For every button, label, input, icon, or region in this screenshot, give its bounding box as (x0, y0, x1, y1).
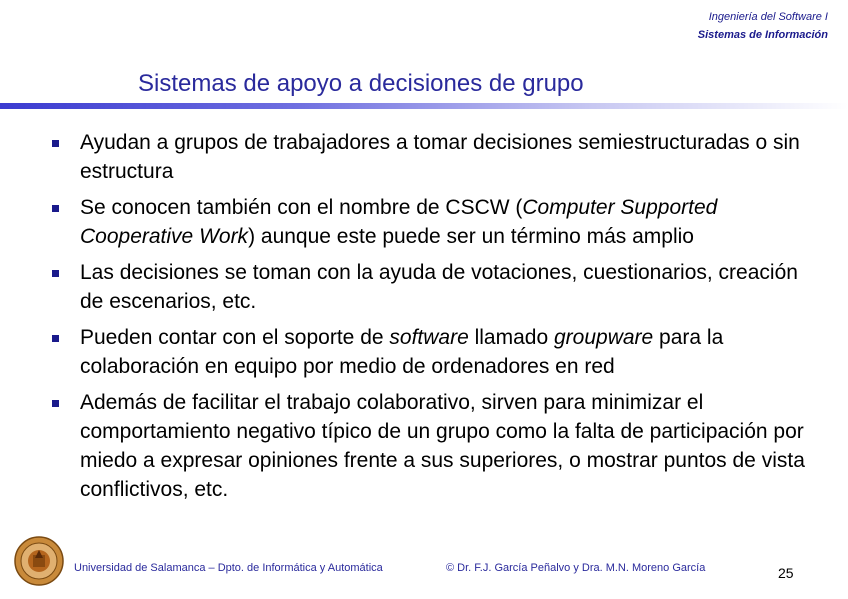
bullet-text: ) aunque este puede ser un término más amplio (248, 225, 694, 248)
square-bullet-icon (52, 140, 59, 147)
bullet-text: llamado (468, 326, 554, 349)
bullet-item (52, 193, 822, 251)
square-bullet-icon (52, 400, 59, 407)
bullet-text: Ayudan a grupos de trabajadores a tomar decisiones semiestructuradas o sin estructura (80, 131, 800, 183)
bullet-text: Además de facilitar el trabajo colaborativo, sirven para minimizar el comportamiento negativo típico de un grupo como la falta de participación por miedo a expresar opiniones frente a sus superiores, o mostrar puntos de vista conflictivos, etc. (80, 391, 805, 501)
slide-title: Sistemas de apoyo a decisiones de grupo (138, 70, 584, 97)
bullet-text: Se conocen también con el nombre de CSCW ( (80, 196, 523, 219)
footer-copyright: © Dr. F.J. García Peñalvo y Dra. M.N. Moreno García (446, 562, 706, 574)
bullet-text: Las decisiones se toman con la ayuda de votaciones, cuestionarios, creación de escenarios, etc. (80, 261, 798, 313)
bullet-item (52, 128, 822, 186)
bullet-item (52, 258, 822, 316)
square-bullet-icon (52, 335, 59, 342)
page-number: 25 (778, 565, 794, 581)
bullet-text: para la colaboración en equipo por medio de ordenadores en red (80, 326, 724, 378)
bullet-list (52, 128, 822, 511)
subject-name: Sistemas de Información (697, 29, 828, 41)
course-name: Ingeniería del Software I (708, 11, 828, 23)
university-seal-icon (14, 536, 64, 586)
square-bullet-icon (52, 205, 59, 212)
course-header (698, 8, 828, 44)
bullet-text: Pueden contar con el soporte de (80, 326, 390, 349)
bullet-item (52, 388, 822, 504)
title-underline-bar (0, 103, 848, 109)
bullet-item (52, 323, 822, 381)
square-bullet-icon (52, 270, 59, 277)
bullet-text-italic: Computer Supported Cooperative Work (80, 196, 718, 248)
bullet-text-italic: groupware (553, 326, 654, 349)
footer-university: Universidad de Salamanca – Dpto. de Informática y Automática (74, 562, 383, 574)
bullet-text-italic: software (389, 326, 469, 349)
